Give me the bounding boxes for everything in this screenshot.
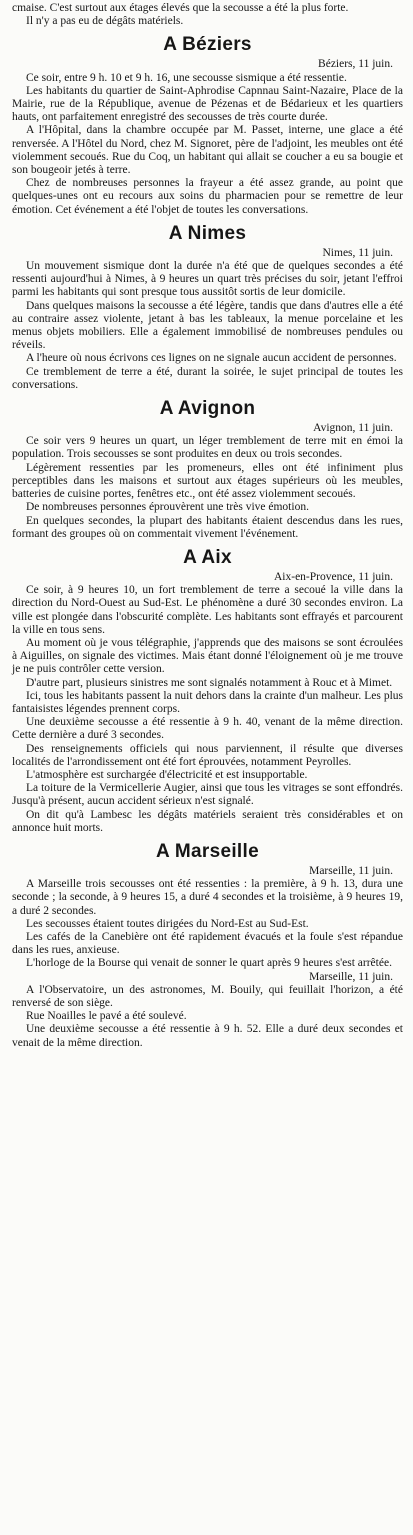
article-paragraph: Ce soir vers 9 heures un quart, un léger tremblement de terre mit en émoi la population. Trois secousses se sont produites en deux ou trois secondes.: [12, 435, 403, 461]
article-paragraph: Une deuxième secousse a été ressentie à 9 h. 40, venant de la même direction. Cette dernière a duré 3 secondes.: [12, 716, 403, 742]
article-paragraph: On dit qu'à Lambesc les dégâts matériels seraient très considérables et on annonce huit morts.: [12, 808, 403, 834]
article-paragraph: En quelques secondes, la plupart des habitants étaient descendus dans les rues, formant des groupes où on commentait vivement l'événement.: [12, 514, 403, 540]
article-paragraph: Au moment où je vous télégraphie, j'apprends que des maisons se sont écroulées à Aiguilles, on signale des victimes. Mais étant donné l'éloignement où je me trouve je ne puis contrôler cette version.: [12, 636, 403, 676]
intro-paragraph: cmaise. C'est surtout aux étages élevés que la secousse a été la plus forte.: [12, 2, 349, 14]
article-paragraph: De nombreuses personnes éprouvèrent une très vive émotion.: [26, 501, 309, 514]
article-paragraph: Légèrement ressenties par les promeneurs, elles ont été infiniment plus perceptibles dans les maisons et surtout aux étages supérieurs où les meubles, batteries de cuisine portes, fenêtres etc., ont été assez violemment secoués.: [12, 461, 403, 501]
article-paragraph: A l'Observatoire, un des astronomes, M. Bouily, qui feuillait l'horizon, a été renversé de son siège.: [12, 983, 403, 1009]
article-paragraph: Ce soir, entre 9 h. 10 et 9 h. 16, une secousse sismique a été ressentie.: [26, 71, 347, 84]
article-paragraph: D'autre part, plusieurs sinistres me sont signalés notamment à Rouc et à Mimet.: [26, 676, 393, 689]
section-nimes: [12, 223, 403, 392]
dateline: Marseille, 11 juin.: [309, 970, 393, 983]
section-heading: A Béziers: [163, 34, 252, 56]
article-paragraph: A Marseille trois secousses ont été ressenties : la première, à 9 h. 13, dura une seconde ; la seconde, à 9 heures 15, a duré 4 secondes et la troisième, à 9 heures 19, a duré 2 secondes.: [12, 878, 403, 917]
article-paragraph: Des renseignements officiels qui nous parviennent, il résulte que diverses localités de l'arrondissement ont été fort éprouvées, notamment Peyrolles.: [12, 742, 403, 768]
dateline: Avignon, 11 juin.: [313, 422, 393, 435]
article-paragraph: Les cafés de la Canebière ont été rapidement évacués et la foule s'est répandue dans les rues, anxieuse.: [12, 930, 403, 957]
section-heading: A Aix: [183, 546, 232, 568]
article-paragraph: A l'Hôpital, dans la chambre occupée par M. Passet, interne, une glace a été renversée. A l'Hôtel du Nord, chez M. Signoret, père de l'adjoint, les meubles ont été violemment secoués. Rue du Coq, un habitant qui allait se coucher a eu sa bougie et son bougeoir jetés à terre.: [12, 124, 403, 177]
section-avignon: [12, 398, 403, 541]
section-beziers: [12, 34, 403, 216]
section-marseille: [12, 841, 403, 1050]
article-paragraph: Un mouvement sismique dont la durée n'a été que de quelques secondes a été ressenti aujourd'hui à Nimes, à 9 heures un quart très précises du soir, jetant l'effroi parmi les habitants qui sont presque tous aussitôt sortis de leur domicile.: [12, 260, 403, 299]
intro-block: [12, 2, 403, 28]
article-paragraph: Chez de nombreuses personnes la frayeur a été assez grande, au point que quelques-unes ont eu recours aux soins du pharmacien pour se remettre de leur émotion. Cet événement a été l'objet de toutes les conversations.: [12, 177, 403, 216]
section-heading: A Nimes: [168, 222, 247, 244]
section-heading: A Marseille: [156, 840, 259, 862]
article-paragraph: Rue Noailles le pavé a été soulevé.: [26, 1010, 187, 1023]
article-paragraph: Ici, tous les habitants passent la nuit dehors dans la crainte d'un malheur. Les plus fantaisistes légendes prennent corps.: [12, 689, 403, 715]
dateline: Nimes, 11 juin.: [322, 246, 393, 259]
article-paragraph: Dans quelques maisons la secousse a été légère, tandis que dans d'autres elle a été au contraire assez violente, jetant à bas les tableaux, la menue porcelaine et les menus objets mobiliers. Elle a également immobilisé de nombreuses pendules ou réveils.: [12, 299, 403, 352]
dateline: Béziers, 11 juin.: [318, 58, 393, 71]
article-paragraph: L'atmosphère est surchargée d'électricité et est insupportable.: [26, 768, 308, 781]
article-paragraph: L'horloge de la Bourse qui venait de sonner le quart après 9 heures s'est arrêtée.: [26, 957, 392, 970]
article-paragraph: Les secousses étaient toutes dirigées du Nord-Est au Sud-Est.: [26, 917, 309, 930]
dateline: Aix-en-Provence, 11 juin.: [273, 570, 393, 583]
section-heading: A Avignon: [159, 398, 256, 420]
section-aix: [12, 547, 403, 835]
article-paragraph: La toiture de la Vermicellerie Augier, ainsi que tous les vitrages se sont effondrés. Jusqu'à présent, aucun accident sérieux n'est signalé.: [12, 782, 403, 808]
article-paragraph: Ce tremblement de terre a été, durant la soirée, le sujet principal de toutes les conversations.: [12, 365, 403, 391]
intro-paragraph: Il n'y a pas eu de dégâts matériels.: [26, 15, 184, 28]
article-paragraph: Les habitants du quartier de Saint-Aphrodise Capnnau Saint-Nazaire, Place de la Mairie, rue de la République, avenue de Pézenas et de Bédarieux et les quartiers hauts, ont parfaitement enregistré des secousses de très courte durée.: [12, 84, 403, 124]
article-paragraph: A l'heure où nous écrivons ces lignes on ne signale aucun accident de personnes.: [26, 352, 397, 365]
article-paragraph: Ce soir, à 9 heures 10, un fort tremblement de terre a secoué la ville dans la direction du Nord-Ouest au Sud-Est. Le phénomène a duré 30 secondes environ. La ville est plongée dans l'obscurité complète. Les habitants sont effrayés et parcourent la ville en tous sens.: [12, 584, 403, 636]
article-paragraph: Une deuxième secousse a été ressentie à 9 h. 52. Elle a duré deux secondes et venait de la même direction.: [12, 1023, 403, 1049]
dateline: Marseille, 11 juin.: [309, 864, 393, 877]
